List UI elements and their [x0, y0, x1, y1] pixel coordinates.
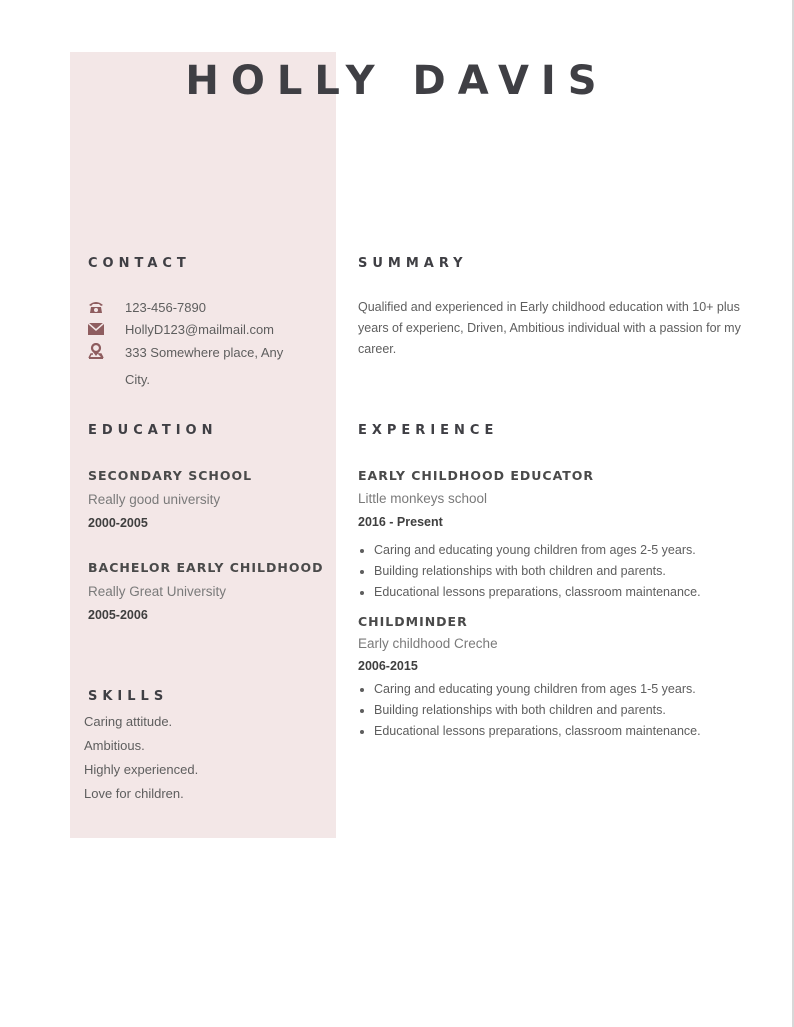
- job-title: EARLY CHILDHOOD EDUCATOR: [358, 468, 595, 483]
- job-title: CHILDMINDER: [358, 614, 468, 629]
- resume-name: HOLLY DAVIS: [185, 58, 609, 104]
- job-bullet: • Caring and educating young children from ages 1-5 years.: [374, 682, 701, 703]
- job-years: 2006-2015: [358, 659, 418, 673]
- job-bullets: [358, 543, 701, 606]
- contact-address-line2: City.: [125, 372, 151, 387]
- job-bullet: • Building relationships with both children and parents.: [374, 703, 701, 724]
- job-bullets: [358, 682, 701, 745]
- skills-heading: SKILLS: [88, 689, 169, 704]
- education-school: Really good university: [88, 492, 221, 507]
- education-years: 2000-2005: [88, 516, 148, 530]
- job-bullet: • Building relationships with both children and parents.: [374, 564, 701, 585]
- job-bullet: • Caring and educating young children from ages 2-5 years.: [374, 543, 701, 564]
- job-org: Early childhood Creche: [358, 636, 498, 651]
- job-bullet: • Educational lessons preparations, classroom maintenance.: [374, 724, 701, 745]
- skill-item: Ambitious.: [84, 738, 145, 753]
- job-years: 2016 - Present: [358, 515, 443, 529]
- summary-text: Qualified and experienced in Early childhood education with 10+ plus years of experienc, Driven, Ambitious individual with a passion for my career.: [358, 300, 741, 356]
- education-title: SECONDARY SCHOOL: [88, 468, 253, 483]
- job-bullet: • Educational lessons preparations, classroom maintenance.: [374, 585, 701, 606]
- contact-email: HollyD123@mailmail.com: [125, 322, 275, 337]
- job-org: Little monkeys school: [358, 491, 488, 506]
- email-icon: [88, 323, 104, 335]
- education-years: 2005-2006: [88, 608, 148, 622]
- education-title: BACHELOR EARLY CHILDHOOD: [88, 560, 324, 575]
- phone-icon: [88, 300, 104, 314]
- skill-item: Highly experienced.: [84, 762, 199, 777]
- summary-heading: SUMMARY: [358, 256, 468, 271]
- education-heading: EDUCATION: [88, 423, 218, 438]
- skill-item: Caring attitude.: [84, 714, 173, 729]
- skill-item: Love for children.: [84, 786, 184, 801]
- contact-phone: 123-456-7890: [125, 300, 206, 315]
- experience-heading: EXPERIENCE: [358, 423, 499, 438]
- contact-heading: CONTACT: [88, 256, 191, 271]
- location-icon: [88, 343, 104, 359]
- education-school: Really Great University: [88, 584, 227, 599]
- contact-address-line1: 333 Somewhere place, Any: [125, 345, 284, 360]
